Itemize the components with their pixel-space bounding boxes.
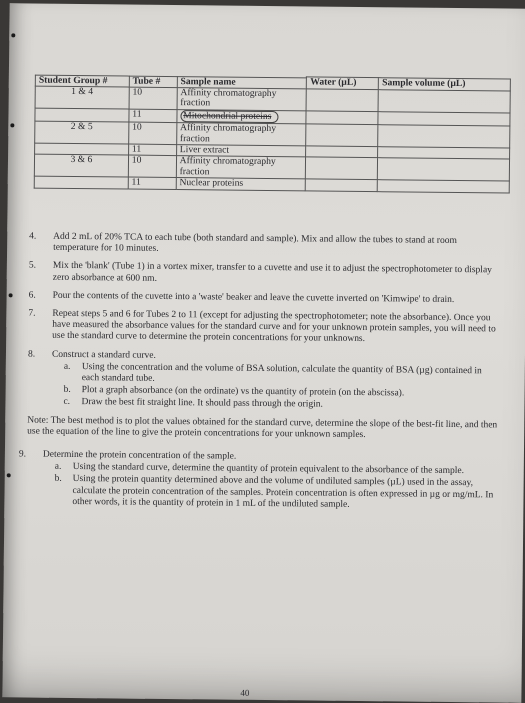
substep-letter: a. [54, 462, 62, 473]
cell-sample: Affinity chromatography fraction [176, 156, 306, 179]
step-4 [29, 232, 499, 259]
header-tube: Tube # [129, 76, 177, 88]
binder-hole-mark [10, 123, 14, 127]
cell-tube: 11 [129, 109, 177, 123]
cell-water [306, 179, 378, 191]
substep-text: Plot a graph absorbance (on the ordinate) vs the quantity of protein (on the abscissa). [81, 385, 405, 399]
cell-volume [378, 180, 510, 193]
cell-group [34, 176, 128, 188]
cell-water [306, 146, 378, 158]
substep-text: Using the standard curve, determine the quantity of protein equivalent to the absorbance of the sample. [72, 462, 465, 477]
cell-sample: Affinity chromatography fraction [177, 87, 307, 110]
cell-water [306, 157, 378, 180]
step-6 [29, 290, 499, 306]
step-9 [18, 449, 497, 512]
step-text: Add 2 mL of 20% TCA to each tube (both standard and sample). Mix and allow the tubes to stand at room temperature for 10 minutes. [53, 231, 457, 255]
step-number: 8. [27, 349, 36, 360]
substep-letter: b. [54, 474, 62, 485]
step-text: Mix the 'blank' (Tube 1) in a vortex mixer, transfer to a cuvette and use it to adjust the spectrophotometer to display zero absorbance at 600 nm. [52, 261, 492, 284]
cell-water [307, 89, 379, 112]
page-number: 40 [240, 687, 250, 698]
step-text: Construct a standard curve. [51, 349, 156, 361]
substep-text: Using the protein quantity determined above and the volume of undiluted samples (µL) used in the assay, calculate the protein concentration of the samples. Protein concentration is often expressed in µg or mg/mL. In other words, it is the quantity of protein in 1 mL of the undiluted sample. [72, 474, 494, 510]
header-student-group: Student Group # [35, 75, 129, 87]
substep-text: Draw the best fit straight line. It should pass through the origin. [81, 397, 323, 411]
binder-hole-mark [7, 473, 11, 477]
binder-hole-mark [11, 33, 15, 37]
step-5 [29, 261, 499, 288]
cell-volume [378, 90, 510, 113]
cell-tube: 10 [128, 155, 176, 177]
cell-tube: 11 [128, 177, 176, 189]
note-paragraph: Note: The best method is to plot the values obtained for the standard curve, determine the slope of the best-fit line, and then use the equation of the line to give the protein concentrations for your unknown samples. [27, 415, 498, 440]
cell-sample: Liver extract [176, 144, 306, 157]
cell-tube: 11 [128, 144, 176, 156]
substep-9b [42, 474, 496, 512]
cell-water [306, 124, 378, 147]
procedure-steps [18, 231, 499, 520]
step-number: 5. [28, 260, 37, 271]
cell-group: 1 & 4 [35, 86, 129, 109]
header-water: Water (µL) [307, 77, 379, 90]
substep-letter: c. [63, 397, 71, 408]
header-sample-name: Sample name [177, 76, 307, 89]
document-page [2, 3, 525, 702]
cell-tube: 10 [128, 122, 176, 144]
cell-group: 2 & 5 [35, 121, 129, 144]
cell-group: 3 & 6 [34, 154, 128, 177]
step-7 [28, 309, 498, 348]
cell-tube: 10 [129, 87, 177, 109]
cell-sample: Affinity chromatography fraction [176, 123, 306, 146]
step-text: Repeat steps 5 and 6 for Tubes 2 to 11 (except for adjusting the spectrophotometer; note the absorbance). Once you have measured the absorbance values for the standard curve and for your unknown protein samples, you will need to use the standard curve to determine the protein concentrations for your unknowns. [52, 308, 496, 345]
cell-volume [378, 125, 510, 148]
circled-sample-text: Mitochondrial proteins [180, 110, 278, 123]
step-text: Pour the contents of the cuvette into a 'waste' beaker and leave the cuvette inverted on 'Kimwipe' to drain. [52, 290, 455, 305]
binder-hole-mark [9, 293, 13, 297]
step-text: Determine the protein concentration of the sample. [42, 449, 237, 462]
cell-volume [378, 158, 510, 181]
cell-water [306, 111, 378, 125]
step-number: 9. [18, 449, 27, 460]
cell-group [35, 108, 129, 122]
header-sample-volume: Sample volume (µL) [379, 78, 511, 91]
substep-letter: b. [63, 385, 71, 396]
step-number: 7. [28, 308, 36, 319]
sample-table [34, 74, 511, 194]
step-number: 4. [29, 231, 37, 242]
substep-letter: a. [63, 361, 71, 372]
substep-text: Using the concentration and the volume of BSA solution, calculate the quantity of BSA (µg) contained in each standard tube. [81, 361, 482, 384]
step-number: 6. [28, 290, 36, 301]
cell-sample: Nuclear proteins [176, 178, 306, 191]
step-8 [27, 349, 498, 413]
cell-volume [378, 111, 510, 126]
